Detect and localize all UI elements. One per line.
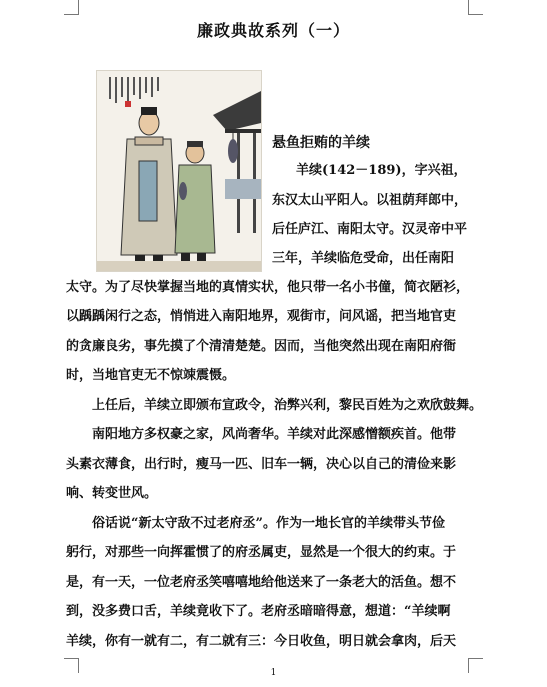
text-line: 响、转变世风。 <box>66 486 158 501</box>
text-line: 南阳地方多权豪之家，风尚奢华。羊续对此深感憎额疾首。他带 <box>92 427 457 442</box>
illustration <box>96 70 262 272</box>
text-line: 东汉太山平阳人。以祖荫拜郎中， <box>272 193 468 208</box>
crop-mark-top-left <box>64 0 79 15</box>
text-line: 是，有一天，一位老府丞笑嘻嘻地给他送来了一条老大的活鱼。想不 <box>66 575 457 590</box>
text-line: 三年，羊续临危受命，出任南阳 <box>272 251 455 266</box>
text-line: 头素衣薄食，出行时，瘦马一匹、旧车一辆，决心以自己的清俭来影 <box>66 457 457 472</box>
text-line: 太守。为了尽快掌握当地的真情实状，他只带一名小书僮，简衣陋衫， <box>66 280 470 295</box>
text-line: 俗话说“新太守敌不过老府丞”。作为一地长官的羊续带头节俭 <box>92 516 445 531</box>
text-line: 羊续，你有一就有二，有二就有三：今日收鱼，明日就会拿肉，后天 <box>66 634 457 649</box>
text-line: 到，没多费口舌，羊续竟收下了。老府丞暗暗得意，想道：“羊续啊 <box>66 604 451 619</box>
text-line: 后任庐江、南阳太守。汉灵帝中平 <box>272 222 468 237</box>
text-line: 以踽踽闲行之态，悄悄进入南阳地界，观街市，问风谣，把当地官吏 <box>66 309 457 324</box>
text-line: 羊续(142－189)，字兴祖， <box>296 163 467 178</box>
crop-mark-top-right <box>468 0 483 15</box>
text-line: 躬行，对那些一向挥霍惯了的府丞属吏，显然是一个很大的约束。于 <box>66 545 457 560</box>
text-line: 的贪廉良劣，事先摸了个清清楚楚。因而，当他突然出现在南阳府衙 <box>66 339 457 354</box>
text-line: 上任后，羊续立即颁布宣政令，治弊兴利，黎民百姓为之欢欣鼓舞。 <box>92 398 483 413</box>
text-line: 时，当地官吏无不惊竦震慑。 <box>66 368 236 383</box>
page-number: 1 <box>270 668 277 678</box>
page-title: 廉政典故系列（一） <box>196 21 350 40</box>
section-title: 悬鱼拒贿的羊续 <box>272 135 370 151</box>
